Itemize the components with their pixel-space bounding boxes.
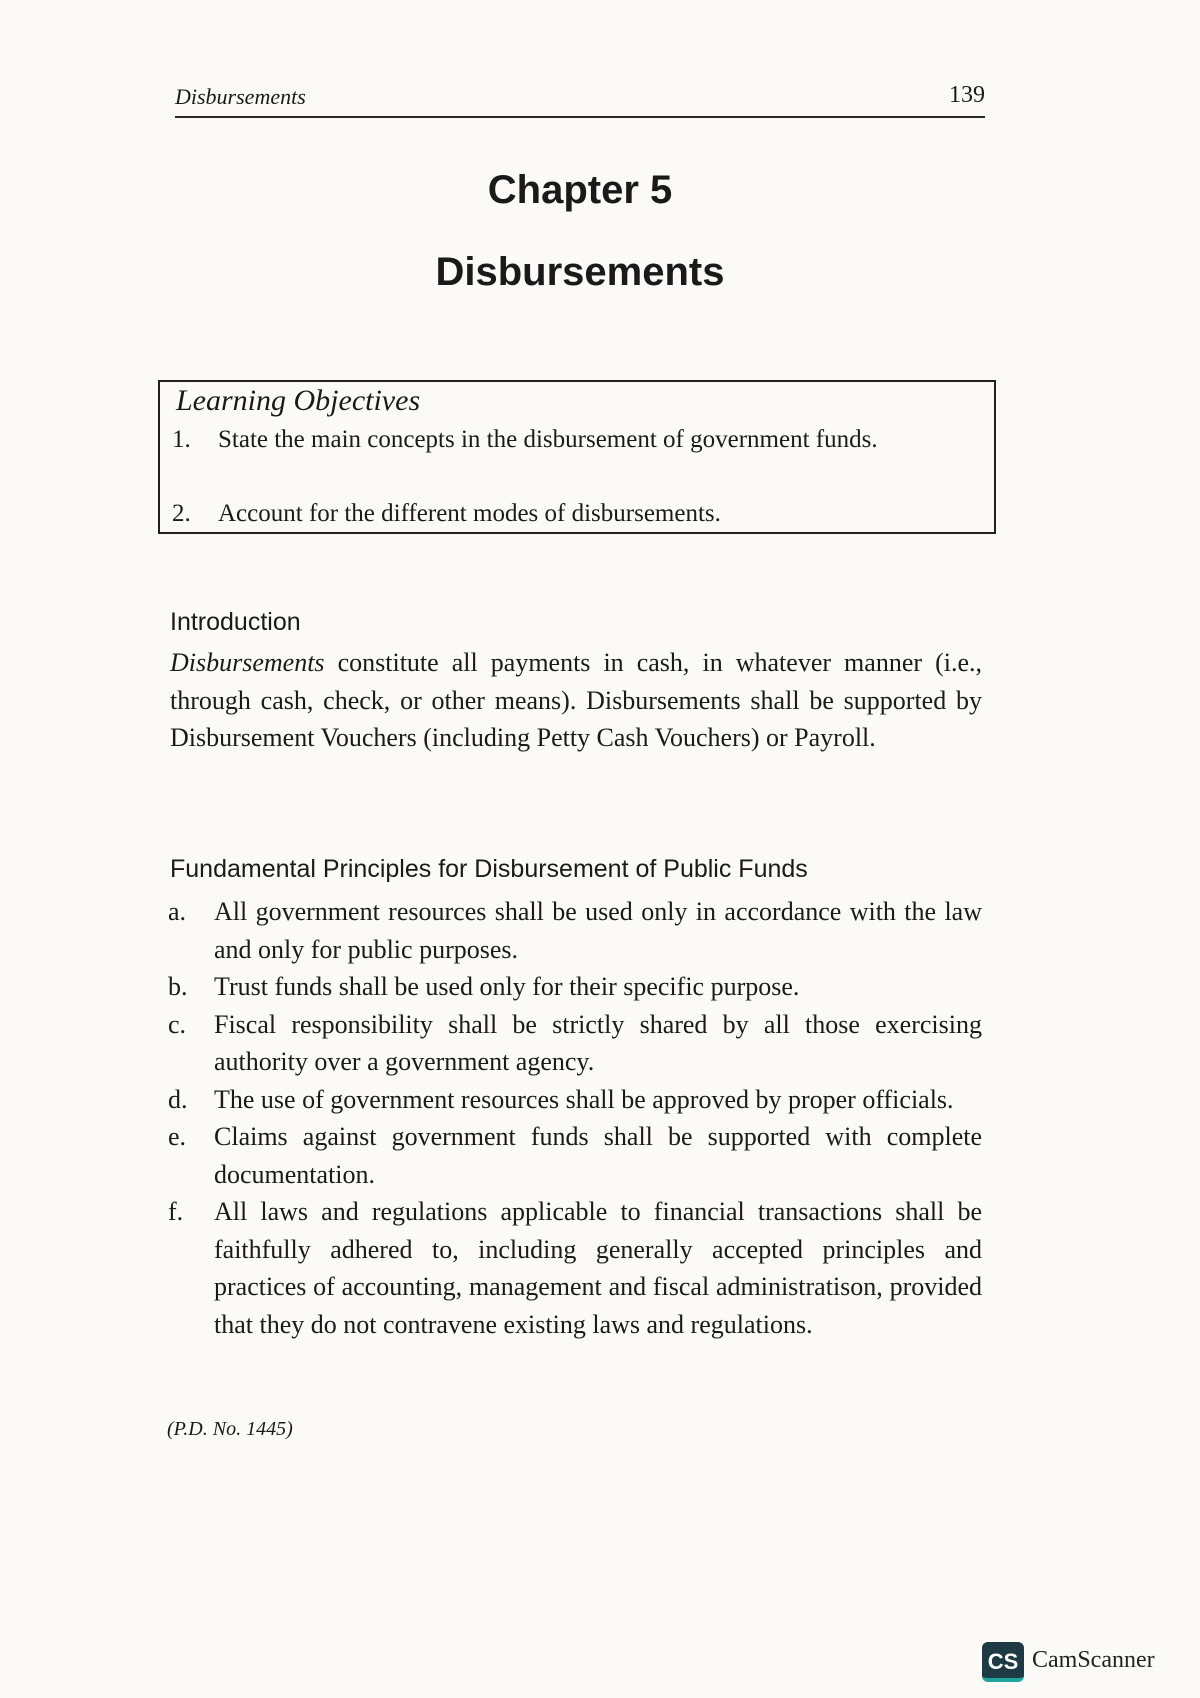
principles-list bbox=[168, 893, 982, 1343]
principle-text: The use of government resources shall be approved by proper officials. bbox=[214, 1084, 954, 1114]
principle-letter: a. bbox=[168, 897, 187, 926]
principle-text: Fiscal responsibility shall be strictly shared by all those exercising authority over a government agency. bbox=[214, 1009, 982, 1076]
principle-text: Trust funds shall be used only for their specific purpose. bbox=[214, 972, 800, 1001]
objective-text: State the main concepts in the disbursement of government funds. bbox=[218, 426, 878, 453]
chapter-title: Disbursements bbox=[435, 250, 725, 294]
principle-item bbox=[168, 1193, 982, 1343]
page-number: 139 bbox=[949, 82, 985, 108]
objective-text: Account for the different modes of disbursements. bbox=[218, 500, 721, 527]
learning-objectives-box bbox=[158, 380, 996, 534]
running-head bbox=[175, 80, 985, 118]
principle-item bbox=[168, 1118, 982, 1193]
objective-item bbox=[172, 422, 982, 458]
introduction-body: constitute all payments in cash, in whatever manner (i.e., through cash, check, or other means). Disbursements shall be supported by Disbursement Vouchers (including Petty Cash Vouchers) or Payroll. bbox=[170, 648, 982, 752]
principle-item bbox=[168, 1081, 982, 1119]
principle-text: All laws and regulations applicable to financial transactions shall be faithfully adhered to, including generally accepted principles and practices of accounting, management and fiscal administratison, provided that they do not contravene existing laws and regulations. bbox=[214, 1197, 982, 1339]
principle-letter: d. bbox=[168, 1084, 188, 1114]
introduction-lead-term: Disbursements bbox=[170, 648, 325, 677]
camscanner-name: CamScanner bbox=[1032, 1647, 1155, 1673]
principle-letter: c. bbox=[168, 1009, 187, 1039]
legal-citation: (P.D. No. 1445) bbox=[167, 1418, 293, 1440]
introduction-heading: Introduction bbox=[170, 608, 301, 636]
objective-number: 1. bbox=[172, 426, 191, 453]
principle-letter: b. bbox=[168, 972, 188, 1001]
principle-item bbox=[168, 893, 982, 968]
running-title: Disbursements bbox=[175, 84, 306, 109]
principle-letter: e. bbox=[168, 1122, 187, 1151]
introduction-paragraph bbox=[170, 644, 982, 757]
camscanner-logo-icon: CS bbox=[982, 1642, 1024, 1682]
principle-item bbox=[168, 968, 982, 1006]
principle-item bbox=[168, 1006, 982, 1081]
principles-heading: Fundamental Principles for Disbursement of Public Funds bbox=[170, 855, 808, 883]
objective-item bbox=[172, 496, 982, 532]
principle-text: Claims against government funds shall be supported with complete documentation. bbox=[214, 1122, 982, 1189]
objective-number: 2. bbox=[172, 500, 191, 527]
principle-letter: f. bbox=[168, 1197, 184, 1226]
learning-objectives-heading: Learning Objectives bbox=[176, 384, 421, 417]
principle-text: All government resources shall be used only in accordance with the law and only for public purposes. bbox=[214, 897, 982, 964]
chapter-number: Chapter 5 bbox=[487, 168, 673, 212]
